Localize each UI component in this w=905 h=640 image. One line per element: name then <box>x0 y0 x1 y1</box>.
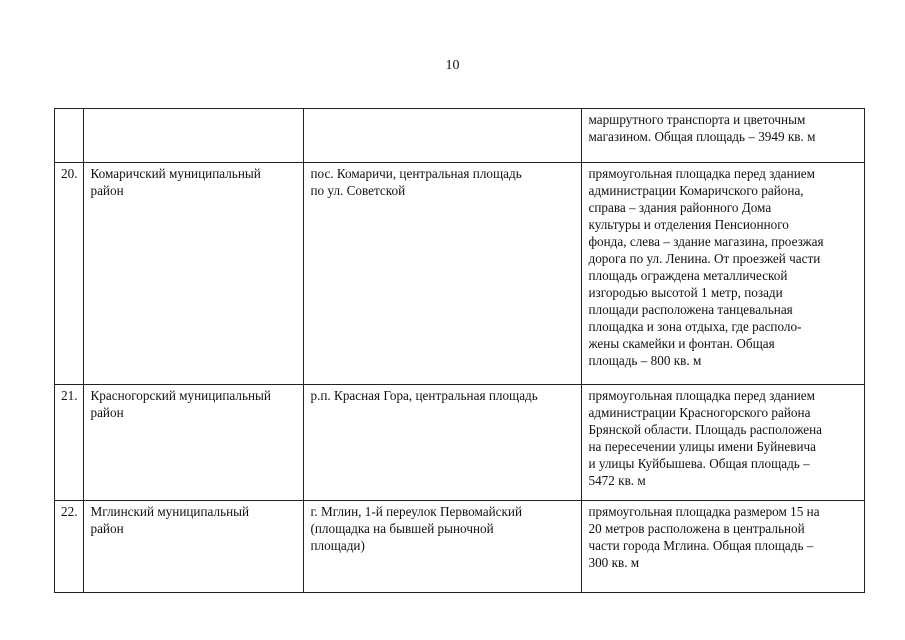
place-line: по ул. Советской <box>310 183 406 198</box>
region-line: Мглинский муниципальный <box>90 504 250 519</box>
description-line: администрации Комаричского района, <box>588 183 804 198</box>
description-line: маршрутного транспорта и цветочным <box>588 112 806 127</box>
region-line: Комаричский муниципальный <box>90 166 261 181</box>
place-cell <box>304 109 582 163</box>
page-number: 10 <box>445 58 460 73</box>
description-line: площади расположена танцевальная <box>588 302 793 317</box>
description-line: администрации Красногорского района <box>588 405 811 420</box>
place-cell <box>304 163 582 385</box>
description-line: и улицы Куйбышева. Общая площадь – <box>588 456 810 471</box>
description-line: прямоугольная площадка перед зданием <box>588 166 815 181</box>
table-row <box>55 109 865 163</box>
row-number: 21. <box>55 385 84 501</box>
squares-table <box>54 108 865 593</box>
description-line: 5472 кв. м <box>588 473 646 488</box>
table-row <box>55 501 865 593</box>
row-number <box>55 109 84 163</box>
description-cell <box>582 109 865 163</box>
description-line: справа – здания районного Дома <box>588 200 772 215</box>
place-cell <box>304 501 582 593</box>
description-line: прямоугольная площадка перед зданием <box>588 388 815 403</box>
description-line: Брянской области. Площадь расположена <box>588 422 823 437</box>
description-cell <box>582 501 865 593</box>
description-line: прямоугольная площадка размером 15 на <box>588 504 820 519</box>
description-line: фонда, слева – здание магазина, проезжая <box>588 234 824 249</box>
place-line: (площадка на бывшей рыночной <box>310 521 494 536</box>
region-cell <box>84 385 304 501</box>
description-line: 20 метров расположена в центральной <box>588 521 805 536</box>
description-line: культуры и отделения Пенсионного <box>588 217 789 232</box>
description-line: жены скамейки и фонтан. Общая <box>588 336 775 351</box>
table-row <box>55 163 865 385</box>
region-line: район <box>90 521 124 536</box>
description-line: площадь ограждена металлической <box>588 268 788 283</box>
row-number: 20. <box>55 163 84 385</box>
description-line: на пересечении улицы имени Буйневича <box>588 439 816 454</box>
region-line: район <box>90 183 124 198</box>
description-line: магазином. Общая площадь – 3949 кв. м <box>588 129 816 144</box>
row-number: 22. <box>55 501 84 593</box>
region-cell <box>84 109 304 163</box>
place-line: г. Мглин, 1-й переулок Первомайский <box>310 504 523 519</box>
description-line: дорога по ул. Ленина. От проезжей части <box>588 251 821 266</box>
region-cell <box>84 501 304 593</box>
description-cell <box>582 385 865 501</box>
description-line: части города Мглина. Общая площадь – <box>588 538 814 553</box>
region-cell <box>84 163 304 385</box>
place-line: пос. Комаричи, центральная площадь <box>310 166 522 181</box>
description-line: площадь – 800 кв. м <box>588 353 702 368</box>
region-line: Красногорский муниципальный <box>90 388 271 403</box>
description-line: изгородью высотой 1 метр, позади <box>588 285 783 300</box>
description-line: 300 кв. м <box>588 555 640 570</box>
place-line: р.п. Красная Гора, центральная площадь <box>310 388 538 403</box>
place-line: площади) <box>310 538 365 553</box>
table-row <box>55 385 865 501</box>
place-cell <box>304 385 582 501</box>
region-line: район <box>90 405 124 420</box>
description-cell <box>582 163 865 385</box>
description-line: площадка и зона отдыха, где располо- <box>588 319 802 334</box>
